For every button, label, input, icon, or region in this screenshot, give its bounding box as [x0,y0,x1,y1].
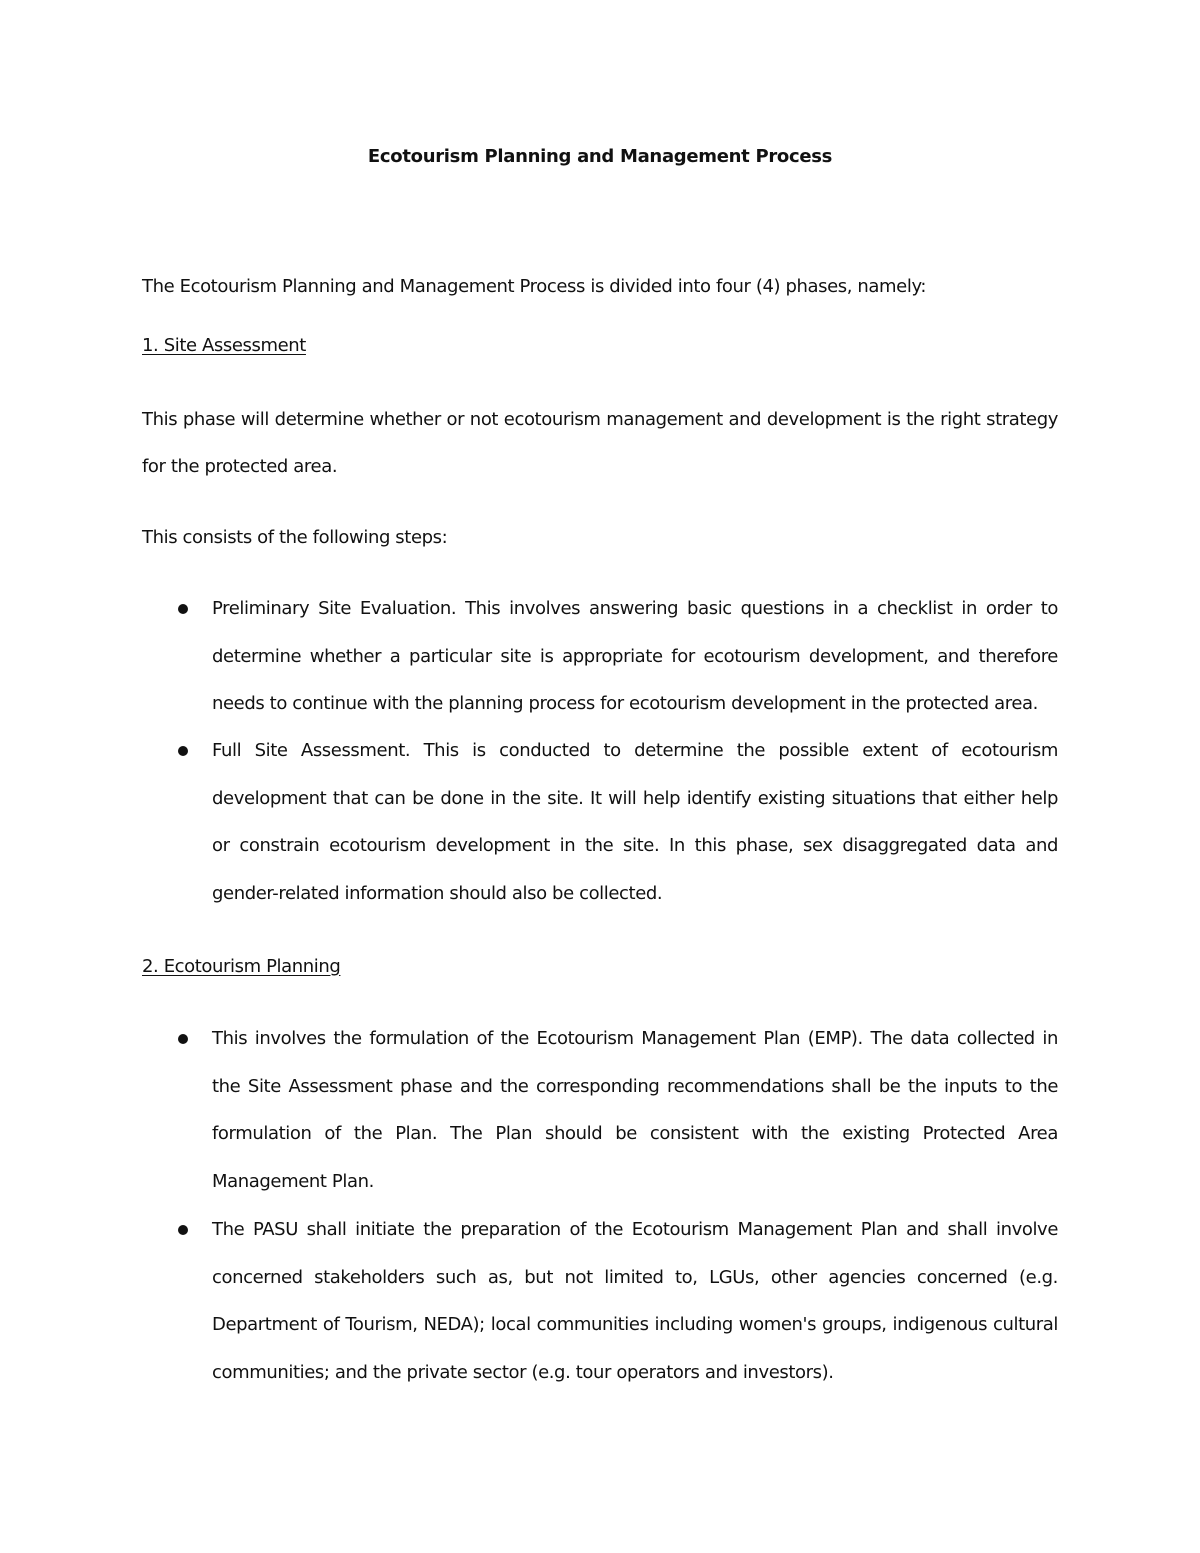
bullet-icon [178,1225,188,1235]
bullet-icon [178,604,188,614]
list-item-text: The PASU shall initiate the preparation of the Ecotourism Management Plan and shall involve concerned stakeholders such as, but not limited to, LGUs, other agencies concerned (e.g. Department of Tourism, NEDA); local communities including women's groups, indigenous cultural communities; and the private sector (e.g. tour operators and investors). [212,1219,1058,1383]
list-item-text: Full Site Assessment. This is conducted to determine the possible extent of ecotourism development that can be done in the site. It will help identify existing situations that either help or constrain ecotourism development in the site. In this phase, sex disaggregated data and gender-related information should also be collected. [212,740,1058,904]
bullet-icon [178,746,188,756]
list-item [142,727,1058,917]
list-item [142,1015,1058,1205]
section-heading-site-assessment: 1. Site Assessment [142,335,306,356]
section-heading-ecotourism-planning: 2. Ecotourism Planning [142,956,341,977]
site-assessment-description: This phase will determine whether or not ecotourism management and development is the right strategy for the protected area. [142,409,1058,477]
list-item [142,1206,1058,1396]
intro-paragraph: The Ecotourism Planning and Management Process is divided into four (4) phases, namely: [142,276,927,297]
list-item-text: This involves the formulation of the Ecotourism Management Plan (EMP). The data collected in the Site Assessment phase and the corresponding recommendations shall be the inputs to the formulation of the Plan. The Plan should be consistent with the existing Protected Area Management Plan. [212,1028,1058,1192]
steps-intro: This consists of the following steps: [142,527,448,548]
page-title: Ecotourism Planning and Management Process [367,146,833,167]
list-item-text: Preliminary Site Evaluation. This involves answering basic questions in a checklist in order to determine whether a particular site is appropriate for ecotourism development, and therefore needs to continue with the planning process for ecotourism development in the protected area. [212,598,1058,714]
list-item [142,585,1058,728]
bullet-icon [178,1034,188,1044]
